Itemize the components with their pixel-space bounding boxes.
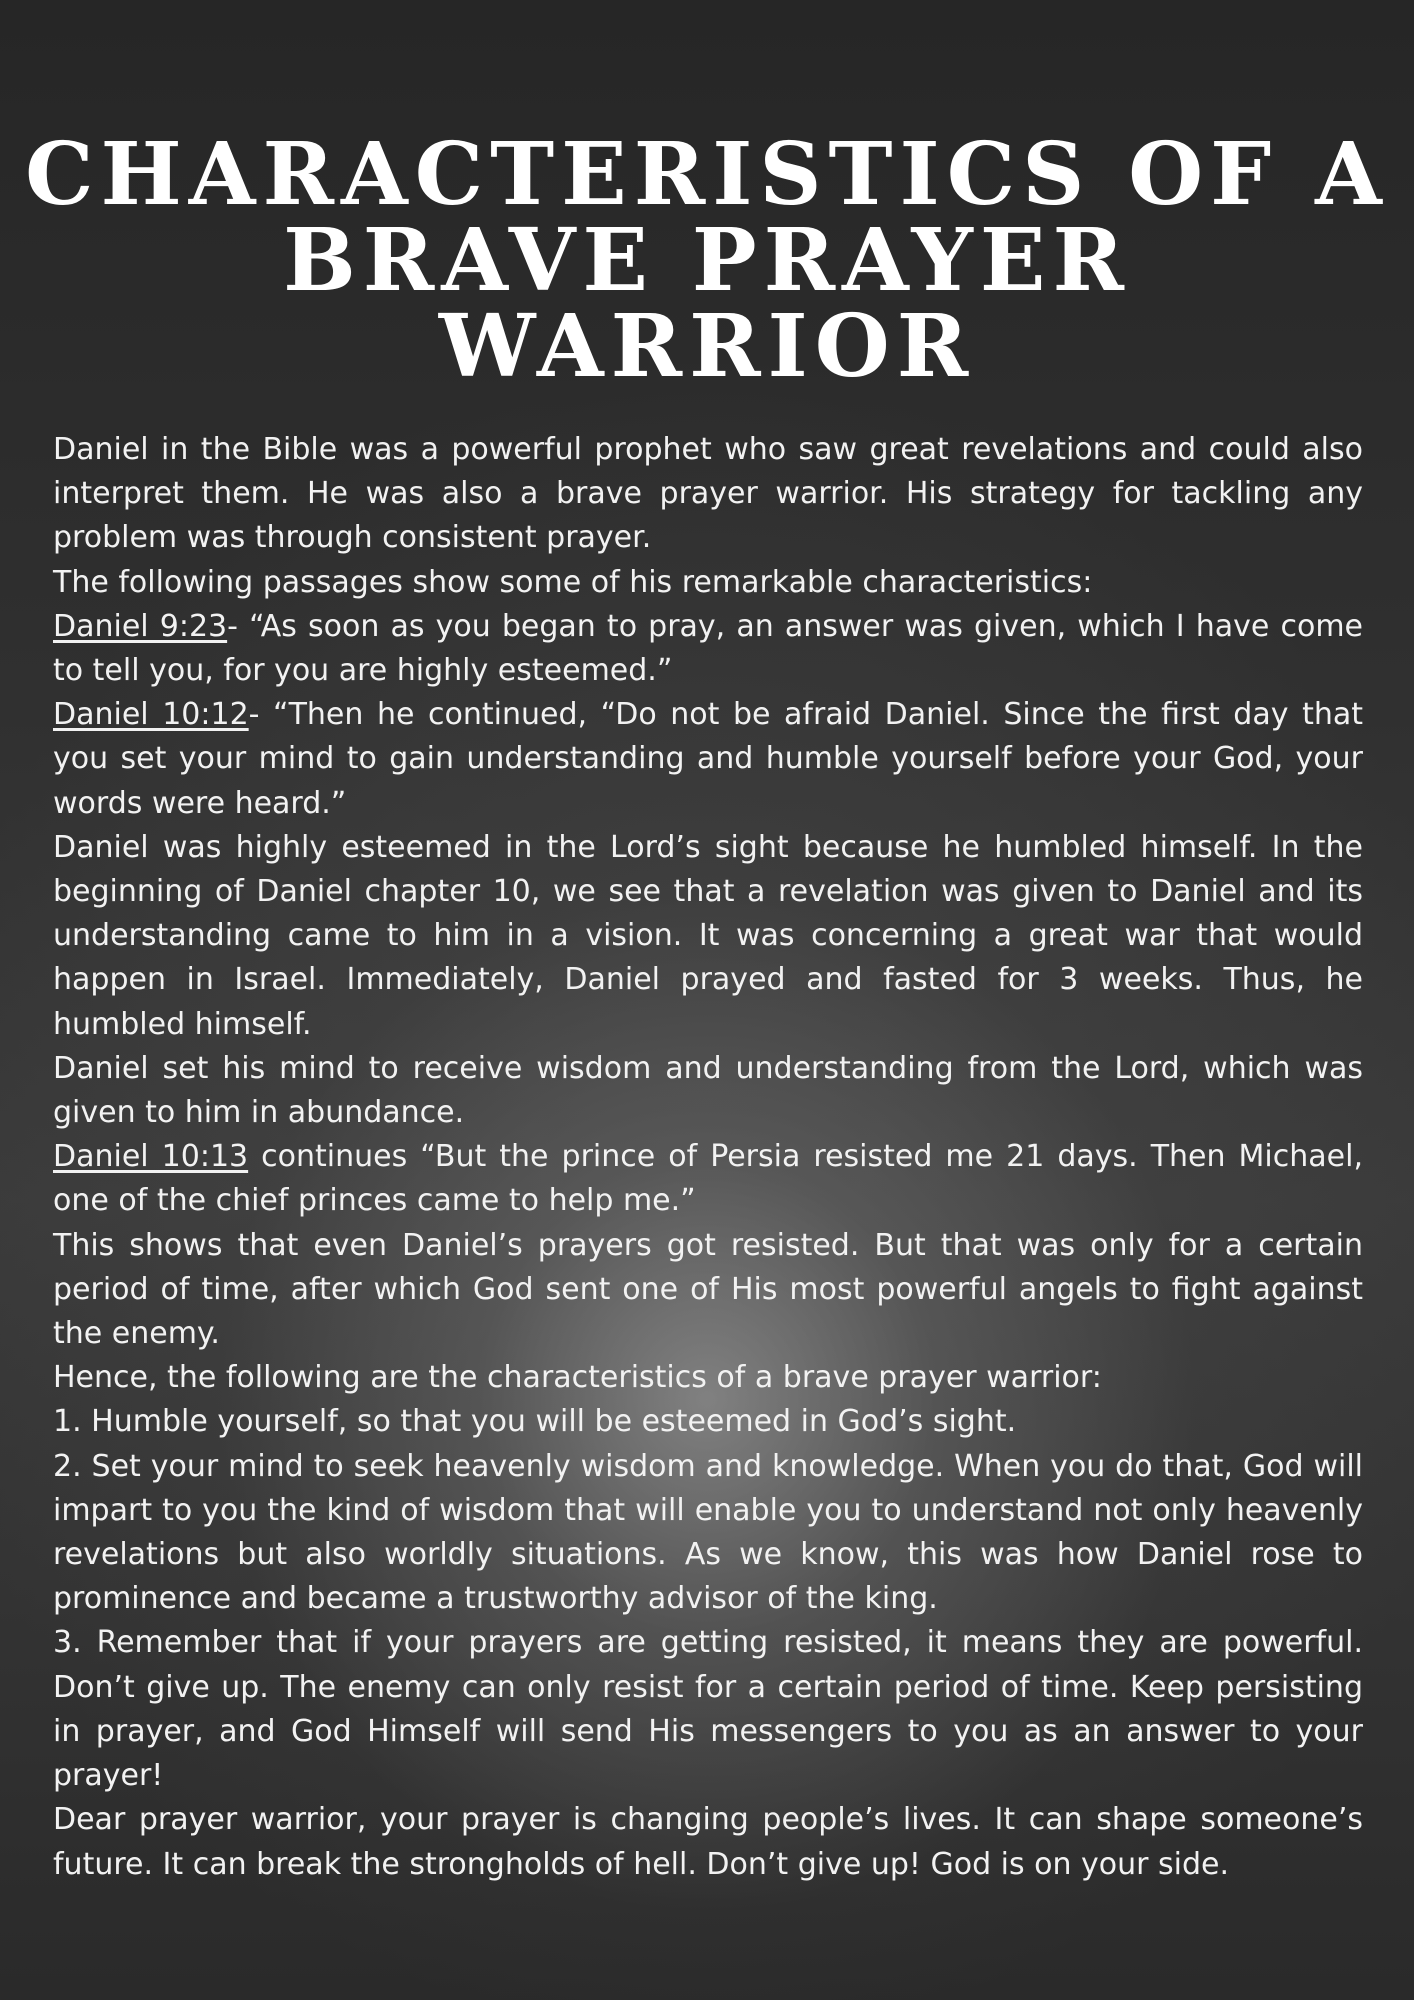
scripture-reference-link[interactable]: Daniel 10:12 — [53, 697, 249, 733]
passages-intro-paragraph: The following passages show some of his remarkable characteristics: — [53, 564, 1093, 600]
characteristics-intro-paragraph: Hence, the following are the characteristics of a brave prayer warrior: — [53, 1360, 1102, 1396]
article-body — [53, 428, 1363, 1887]
passage-daniel-10-12 — [53, 693, 1363, 826]
passage-text: - “Then he continued, “Do not be afraid Daniel. Since the first day that you set your mind to gain understanding and humble yourself before your God, your words were heard.” — [53, 697, 1363, 821]
wisdom-paragraph: Daniel set his mind to receive wisdom and understanding from the Lord, which was given to him in abundance. — [53, 1050, 1363, 1131]
title-line-1: CHARACTERISTICS OF A — [25, 124, 1389, 225]
resisted-paragraph: This shows that even Daniel’s prayers got resisted. But that was only for a certain period of time, after which God sent one of His most powerful angels to fight against the enemy. — [53, 1227, 1363, 1352]
list-item: 1. Humble yourself, so that you will be esteemed in God’s sight. — [53, 1404, 1017, 1440]
scripture-reference-link[interactable]: Daniel 9:23 — [53, 608, 228, 644]
title-line-2: BRAVE PRAYER WARRIOR — [283, 210, 1131, 397]
intro-paragraph: Daniel in the Bible was a powerful prophet who saw great revelations and could also interpret them. He was also a brave prayer warrior. His strategy for tackling any problem was through consistent prayer. — [53, 432, 1363, 556]
passage-daniel-9-23 — [53, 605, 1363, 693]
passage-text: continues “But the prince of Persia resisted me 21 days. Then Michael, one of the chief princes came to help me.” — [53, 1139, 1363, 1219]
scripture-reference-link[interactable]: Daniel 10:13 — [53, 1139, 249, 1175]
passage-text: - “As soon as you began to pray, an answer was given, which I have come to tell you, for you are highly esteemed.” — [53, 608, 1364, 689]
esteemed-paragraph: Daniel was highly esteemed in the Lord’s sight because he humbled himself. In the beginning of Daniel chapter 10, we see that a revelation was given to Daniel and its understanding came to him in a vision. It was concerning a great war that would happen in Israel. Immediately, Daniel prayed and fasted for 3 weeks. Thus, he humbled himself. — [53, 829, 1363, 1042]
passage-daniel-10-13 — [53, 1135, 1363, 1223]
list-item: 3. Remember that if your prayers are getting resisted, it means they are powerful. Don’t give up. The enemy can only resist for a certain period of time. Keep persisting in prayer, and God Himself will send His messengers to you as an answer to your prayer! — [53, 1625, 1363, 1794]
closing-paragraph: Dear prayer warrior, your prayer is changing people’s lives. It can shape someone’s future. It can break the strongholds of hell. Don’t give up! God is on your side. — [53, 1802, 1363, 1882]
list-item: 2. Set your mind to seek heavenly wisdom and knowledge. When you do that, God will impart to you the kind of wisdom that will enable you to understand not only heavenly revelations but also worldly situations. As we know, this was how Daniel rose to prominence and became a trustworthy advisor of the king. — [53, 1448, 1363, 1617]
page-title — [0, 124, 1414, 397]
